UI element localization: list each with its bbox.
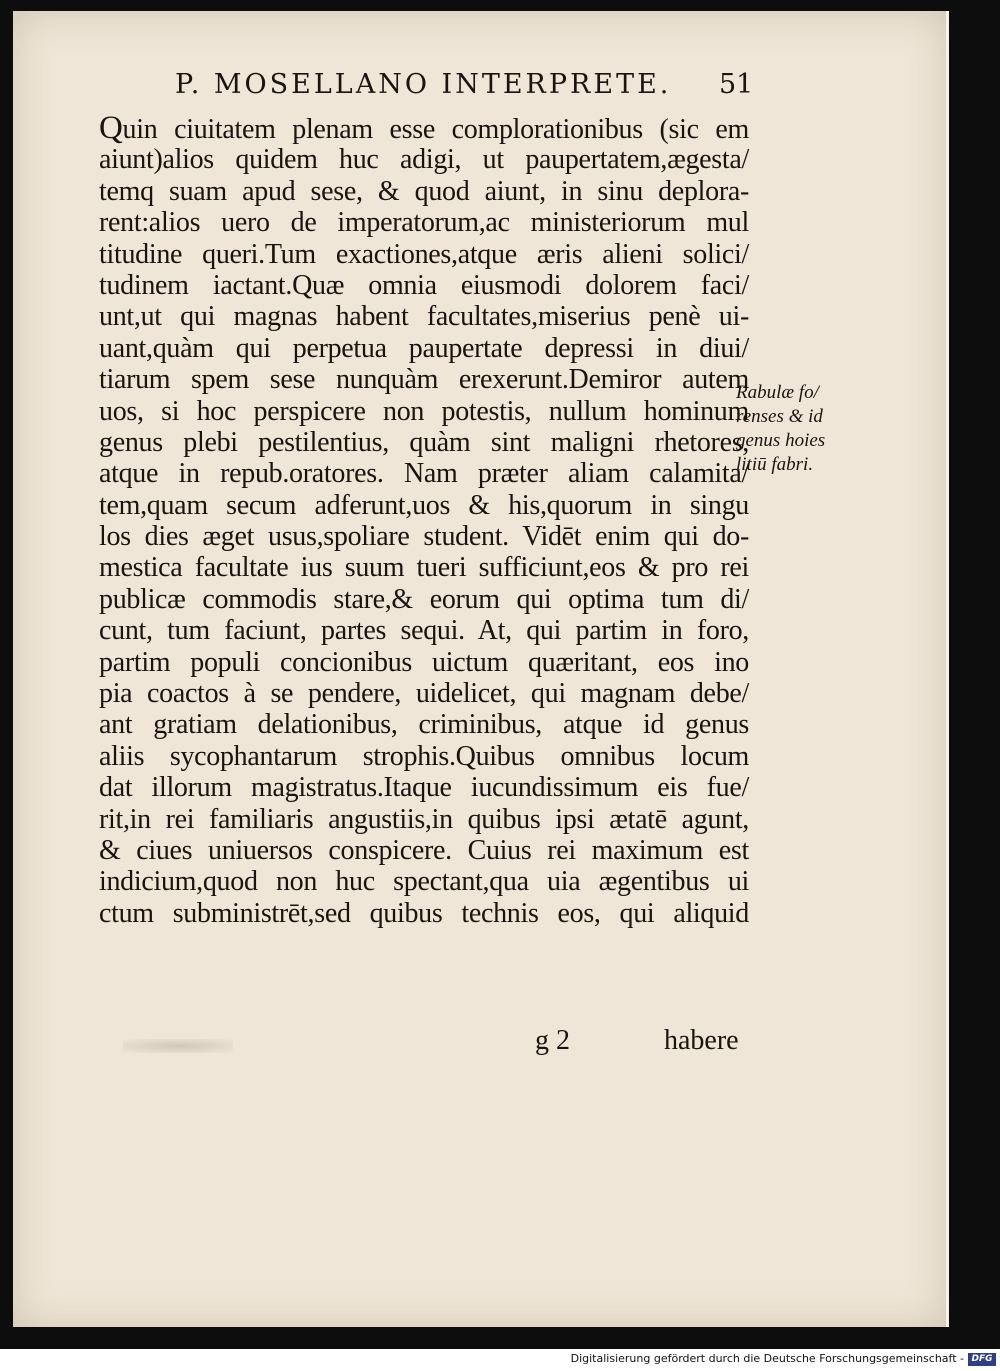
text-line: dat illorum magistratus.Itaque iucundissimum eis fue/ (99, 772, 749, 804)
marginal-line: genus hoies (736, 430, 826, 451)
credit-bar (0, 1349, 1000, 1371)
marginal-line: litiū fabri. (736, 454, 814, 475)
page-edge (946, 11, 949, 1327)
text-line: pia coactos à se pendere, uidelicet, qui magnam debe/ (99, 678, 749, 710)
funding-credit: Digitalisierung gefördert durch die Deutsche Forschungsgemeinschaft - (570, 1352, 964, 1365)
text-line: uos, si hoc perspicere non potestis, nullum hominum (99, 395, 749, 427)
text-line: rit,in rei familiaris angustiis,in quibus ipsi ætatē agunt, (99, 803, 749, 835)
text-line: unt,ut qui magnas habent facultates,miserius penè ui- (99, 301, 749, 333)
text-line: tudinem iactant.Quæ omnia eiusmodi dolorem faci/ (99, 269, 749, 301)
book-page (13, 11, 947, 1327)
text-line: indicium,quod non huc spectant,qua uia ægentibus ui (99, 866, 749, 898)
text-line: tiarum spem sese nunquàm erexerunt.Demiror autem (99, 364, 749, 396)
catchword: habere (664, 1025, 739, 1056)
text-line: rent:alios uero de imperatorum,ac ministeriorum mul (99, 207, 749, 239)
text-line: atque in repub.oratores. Nam præter aliam calamita/ (99, 458, 749, 490)
text-line: uant,quàm qui perpetua paupertate depressi in diui/ (99, 332, 749, 364)
text-line: cunt, tum faciunt, partes sequi. At, qui partim in foro, (99, 615, 749, 647)
running-head: P. MOSELLANO INTERPRETE. (175, 69, 672, 100)
main-text-block (99, 110, 749, 929)
dfg-logo[interactable]: DFG (968, 1353, 996, 1366)
text-line: los dies æget usus,spoliare student. Vidēt enim qui do- (99, 521, 749, 553)
text-line: & ciues uniuersos conspicere. Cuius rei maximum est (99, 834, 749, 866)
text-line: mestica facultate ius suum tueri sufficiunt,eos & pro rei (99, 552, 749, 584)
text-line: Quin ciuitatem plenam esse complorationibus (sic em (99, 110, 749, 146)
text-line: genus plebi pestilentius, quàm sint maligni rhetores, (99, 426, 749, 458)
marginal-line: Rabulæ fo/ (736, 382, 819, 403)
marginal-note (736, 381, 856, 477)
text-line: aliis sycophantarum strophis.Quibus omnibus locum (99, 740, 749, 772)
text-line: ctum subministrēt,sed quibus technis eos, qui aliquid (99, 897, 749, 929)
folio-number: 51 (719, 69, 754, 100)
page-header (13, 69, 947, 109)
page-footer (99, 1025, 749, 1065)
text-line: tem,quam secum adferunt,uos & his,quorum in singu (99, 489, 749, 521)
text-line: partim populi concionibus uictum quæritant, eos ino (99, 646, 749, 678)
text-line: titudine queri.Tum exactiones,atque æris alieni solici/ (99, 238, 749, 270)
text-line: ant gratiam delationibus, criminibus, atque id genus (99, 709, 749, 741)
marginal-line: renses & id (736, 406, 823, 427)
signature-mark: g 2 (535, 1025, 570, 1056)
text-line: temq suam apud sese, & quod aiunt, in sinu deplora- (99, 175, 749, 207)
text-line: aiunt)alios quidem huc adigi, ut paupertatem,ægesta/ (99, 144, 749, 176)
text-line: publicæ commodis stare,& eorum qui optima tum di/ (99, 583, 749, 615)
